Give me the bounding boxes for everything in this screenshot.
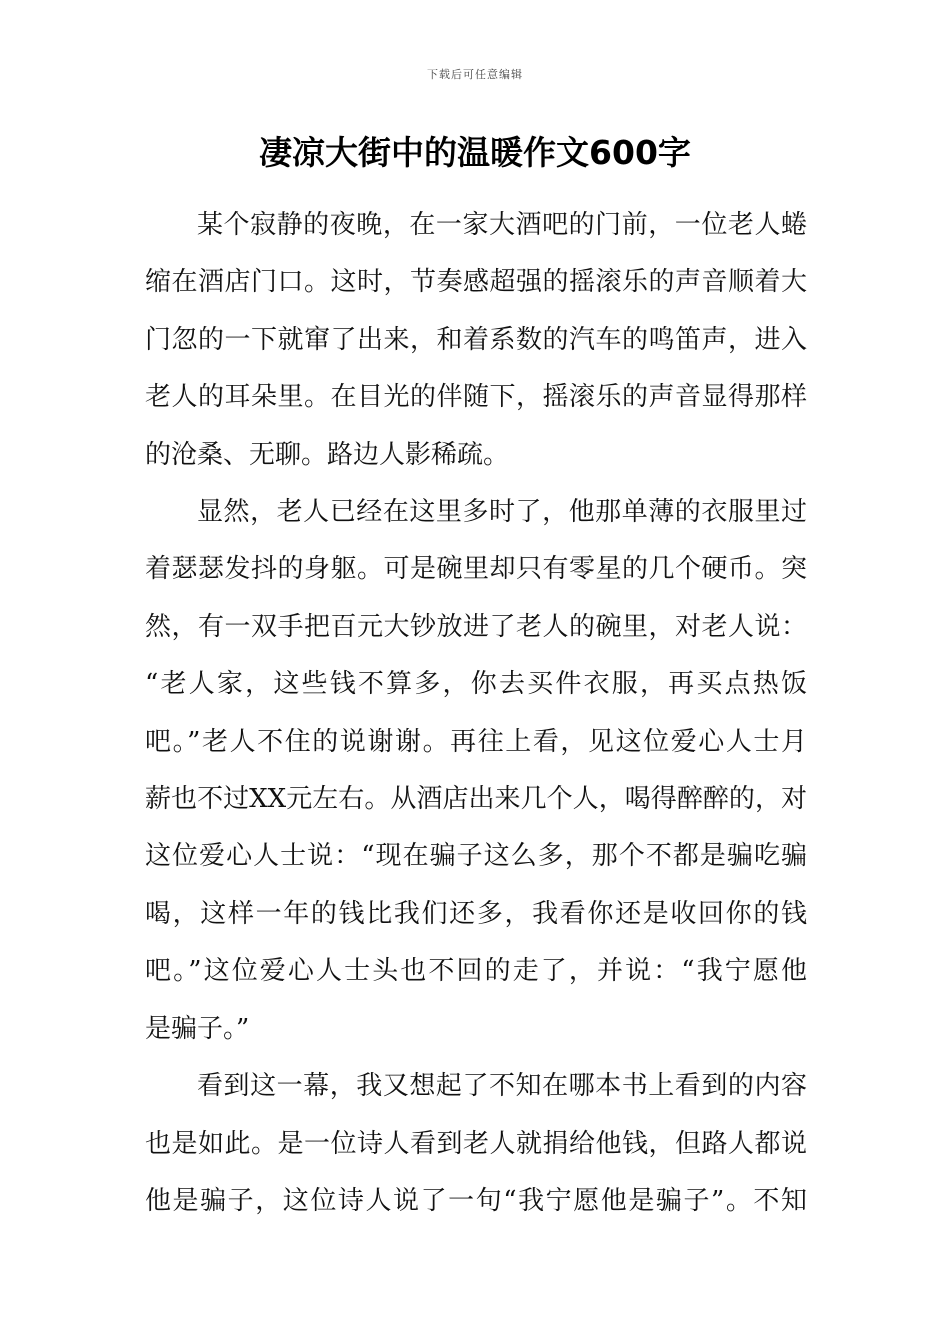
text-line: 薪也不过XX元左右。从酒店出来几个人，喝得醉醉的，对 (145, 784, 807, 815)
header-note: 下载后可任意编辑 (427, 68, 523, 81)
text-line: 也是如此。是一位诗人看到老人就捐给他钱，但路人都说 (145, 1128, 807, 1159)
paragraph-2 (145, 484, 807, 1058)
text-line: 着瑟瑟发抖的身躯。可是碗里却只有零星的几个硬币。突 (145, 554, 807, 585)
paragraph-3 (145, 1058, 807, 1230)
text-line: 某个寂静的夜晚，在一家大酒吧的门前，一位老人蜷 (197, 210, 807, 240)
text-line: 看到这一幕，我又想起了不知在哪本书上看到的内容 (197, 1071, 807, 1102)
text-line: 他是骗子，这位诗人说了一句“我宁愿他是骗子”。不知 (145, 1185, 807, 1216)
text-line: 的沧桑、无聊。路边人影稀疏。 (145, 439, 510, 470)
text-line: 喝，这样一年的钱比我们还多，我看你还是收回你的钱 (145, 898, 807, 929)
text-line: 吧。”老人不住的说谢谢。再往上看，见这位爱心人士月 (145, 726, 807, 757)
text-line: 吧。”这位爱心人士头也不回的走了，并说：“我宁愿他 (145, 956, 807, 987)
text-line: 老人的耳朵里。在目光的伴随下，摇滚乐的声音显得那样 (145, 382, 807, 413)
text-line: 门忽的一下就窜了出来，和着系数的汽车的鸣笛声，进入 (145, 324, 807, 355)
text-line: 然，有一双手把百元大钞放进了老人的碗里，对老人说： (145, 611, 807, 642)
paragraph-1 (145, 197, 807, 484)
text-line: 这位爱心人士说：“现在骗子这么多，那个不都是骗吃骗 (145, 841, 807, 872)
text-line: 是骗子。” (145, 1013, 250, 1044)
text-line: “老人家，这些钱不算多，你去买件衣服，再买点热饭 (145, 669, 807, 700)
text-line: 显然，老人已经在这里多时了，他那单薄的衣服里过 (197, 497, 807, 528)
document-body (145, 197, 807, 1230)
document-title: 凄凉大街中的温暖作文600字 (259, 133, 691, 172)
text-line: 缩在酒店门口。这时，节奏感超强的摇滚乐的声音顺着大 (145, 267, 807, 298)
